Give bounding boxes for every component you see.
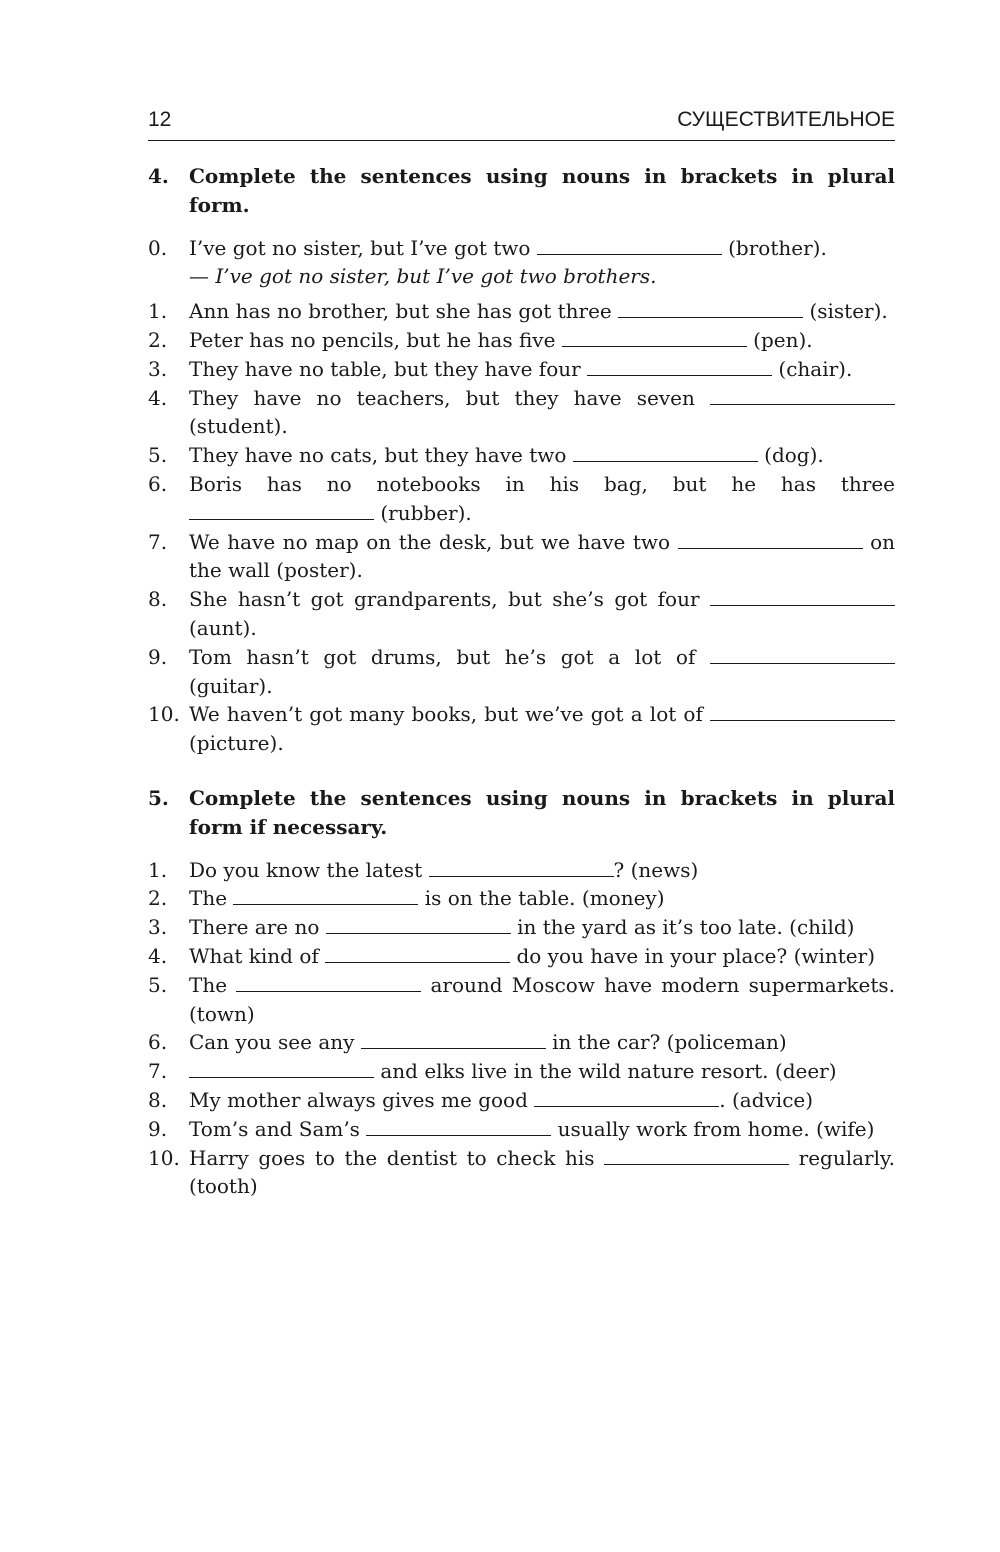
answer-blank[interactable] (366, 1134, 551, 1136)
sentence-text: Can you see any (189, 1030, 361, 1055)
item-number: 6. (148, 471, 168, 496)
sentence-text: . (advice) (719, 1087, 814, 1112)
item-number: 8. (148, 1087, 168, 1112)
sentence-text: and elks live in the wild nature resort. (deer) (374, 1059, 837, 1084)
answer-blank[interactable] (587, 374, 772, 376)
answer-blank[interactable] (189, 518, 374, 520)
item-sentence (189, 297, 895, 326)
item-sentence (189, 1144, 895, 1202)
exercise-instruction: Complete the sentences using nouns in brackets in plural form if necessary. (189, 785, 895, 839)
sentence-text: I’ve got no sister, but I’ve got two (189, 235, 537, 260)
sentence-text: (picture). (189, 731, 284, 756)
item-sentence (189, 585, 895, 643)
answer-blank[interactable] (562, 345, 747, 347)
sentence-text: Peter has no pencils, but he has five (189, 327, 562, 352)
item-sentence (189, 884, 895, 913)
answer-blank[interactable] (189, 1076, 374, 1078)
item-number: 10. (148, 702, 180, 727)
sentence-text: in the yard as it’s too late. (child) (510, 915, 855, 940)
item-number: 1. (148, 857, 168, 882)
answer-blank[interactable] (326, 932, 511, 934)
item-sentence (189, 1115, 895, 1144)
sentence-text: Harry goes to the dentist to check his (189, 1145, 605, 1170)
exercise-item (148, 700, 895, 758)
exercise-item (148, 913, 895, 942)
item-number: 5. (148, 972, 168, 997)
exercise-item (148, 884, 895, 913)
sentence-text: Tom’s and Sam’s (189, 1116, 367, 1141)
item-number: 9. (148, 1116, 168, 1141)
example-sentence (189, 234, 895, 263)
sentence-text: (rubber). (374, 500, 472, 525)
answer-blank[interactable] (678, 547, 863, 549)
exercise-5-heading (148, 784, 895, 842)
example-item (148, 234, 895, 298)
exercise-item (148, 1144, 895, 1202)
item-sentence (189, 700, 895, 758)
answer-blank[interactable] (361, 1047, 546, 1049)
exercise-item (148, 355, 895, 384)
item-number: 4. (148, 943, 168, 968)
exercise-item (148, 384, 895, 442)
running-head: СУЩЕСТВИТЕЛЬНОЕ (677, 108, 895, 131)
answer-blank[interactable] (710, 604, 895, 606)
sentence-text: They have no table, but they have four (189, 356, 588, 381)
item-sentence (189, 355, 895, 384)
sentence-text: around Moscow have modern supermarkets. (town) (189, 972, 896, 1026)
answer-blank[interactable] (618, 316, 803, 318)
exercise-item (148, 326, 895, 355)
sentence-text: My mother always gives me good (189, 1087, 535, 1112)
item-number: 5. (148, 443, 168, 468)
exercise-5 (148, 784, 895, 1201)
exercise-item (148, 1028, 895, 1057)
sentence-text: The (189, 972, 237, 997)
exercise-item (148, 1115, 895, 1144)
item-sentence (189, 384, 895, 442)
sentence-text: What kind of (189, 943, 326, 968)
sentence-text: (dog). (757, 443, 824, 468)
item-number: 4. (148, 385, 168, 410)
item-sentence (189, 528, 895, 586)
item-number: 6. (148, 1030, 168, 1055)
example-number: 0. (148, 235, 168, 260)
answer-blank[interactable] (710, 719, 895, 721)
item-sentence (189, 971, 895, 1029)
sentence-text: We haven’t got many books, but we’ve got a lot of (189, 702, 710, 727)
answer-blank[interactable] (710, 662, 895, 664)
exercise-4-heading (148, 162, 895, 220)
sentence-text: (chair). (772, 356, 853, 381)
exercise-item (148, 470, 895, 528)
exercise-4 (148, 162, 895, 758)
answer-blank[interactable] (233, 903, 418, 905)
answer-blank[interactable] (573, 460, 758, 462)
item-number: 9. (148, 644, 168, 669)
item-sentence (189, 1086, 895, 1115)
sentence-text: (guitar). (189, 673, 273, 698)
answer-blank[interactable] (325, 961, 510, 963)
exercise-4-items (148, 297, 895, 758)
item-number: 2. (148, 327, 168, 352)
sentence-text: regularly. (tooth) (189, 1145, 896, 1199)
exercise-item (148, 971, 895, 1029)
sentence-text: usually work from home. (wife) (551, 1116, 875, 1141)
answer-blank[interactable] (236, 990, 421, 992)
sentence-text: We have no map on the desk, but we have two (189, 529, 678, 554)
answer-blank[interactable] (710, 403, 895, 405)
item-sentence (189, 1057, 895, 1086)
sentence-text: Ann has no brother, but she has got three (189, 299, 619, 324)
item-number: 3. (148, 915, 168, 940)
sentence-text: Boris has no notebooks in his bag, but he has three (189, 471, 895, 496)
item-sentence (189, 441, 895, 470)
exercise-item (148, 441, 895, 470)
item-number: 1. (148, 299, 168, 324)
sentence-text: (student). (189, 414, 288, 439)
item-sentence (189, 643, 895, 701)
sentence-text: do you have in your place? (winter) (510, 943, 876, 968)
item-sentence (189, 470, 895, 528)
sentence-text: is on the table. (money) (418, 886, 665, 911)
page-content (148, 162, 895, 1201)
item-number: 2. (148, 886, 168, 911)
item-number: 7. (148, 529, 168, 554)
exercise-number: 4. (148, 164, 169, 188)
sentence-text: There are no (189, 915, 326, 940)
answer-blank[interactable] (534, 1105, 719, 1107)
exercise-5-items (148, 856, 895, 1202)
page-header (148, 104, 895, 141)
sentence-text: They have no cats, but they have two (189, 443, 573, 468)
exercise-number: 5. (148, 785, 169, 810)
sentence-text: The (189, 886, 234, 911)
sentence-text: ? (news) (613, 857, 699, 882)
sentence-text: She hasn’t got grandparents, but she’s got four (189, 587, 710, 612)
item-number: 10. (148, 1145, 180, 1170)
item-number: 7. (148, 1059, 168, 1084)
exercise-item (148, 643, 895, 701)
sentence-text: (pen). (746, 327, 813, 352)
sentence-text: Tom hasn’t got drums, but he’s got a lot of (189, 644, 710, 669)
item-number: 3. (148, 356, 168, 381)
item-sentence (189, 942, 895, 971)
item-sentence (189, 856, 895, 885)
exercise-item (148, 1086, 895, 1115)
item-sentence (189, 326, 895, 355)
exercise-item (148, 856, 895, 885)
exercise-item (148, 297, 895, 326)
sentence-text: (brother). (721, 235, 827, 260)
answer-blank[interactable] (537, 253, 722, 255)
exercise-item (148, 528, 895, 586)
page-number: 12 (148, 108, 172, 131)
exercise-item (148, 585, 895, 643)
answer-blank[interactable] (429, 875, 614, 877)
sentence-text: They have no teachers, but they have seven (189, 385, 710, 410)
example-answer: — I’ve got no sister, but I’ve got two brothers. (189, 264, 657, 289)
item-sentence (189, 913, 895, 942)
sentence-text: (sister). (803, 299, 888, 324)
exercise-item (148, 942, 895, 971)
sentence-text: (aunt). (189, 615, 257, 640)
sentence-text: Do you know the latest (189, 857, 429, 882)
answer-blank[interactable] (604, 1163, 789, 1165)
sentence-text: on the wall (poster). (189, 529, 895, 583)
exercise-instruction: Complete the sentences using nouns in brackets in plural form. (189, 164, 895, 217)
item-sentence (189, 1028, 895, 1057)
sentence-text: in the car? (policeman) (545, 1030, 787, 1055)
exercise-item (148, 1057, 895, 1086)
item-number: 8. (148, 587, 168, 612)
